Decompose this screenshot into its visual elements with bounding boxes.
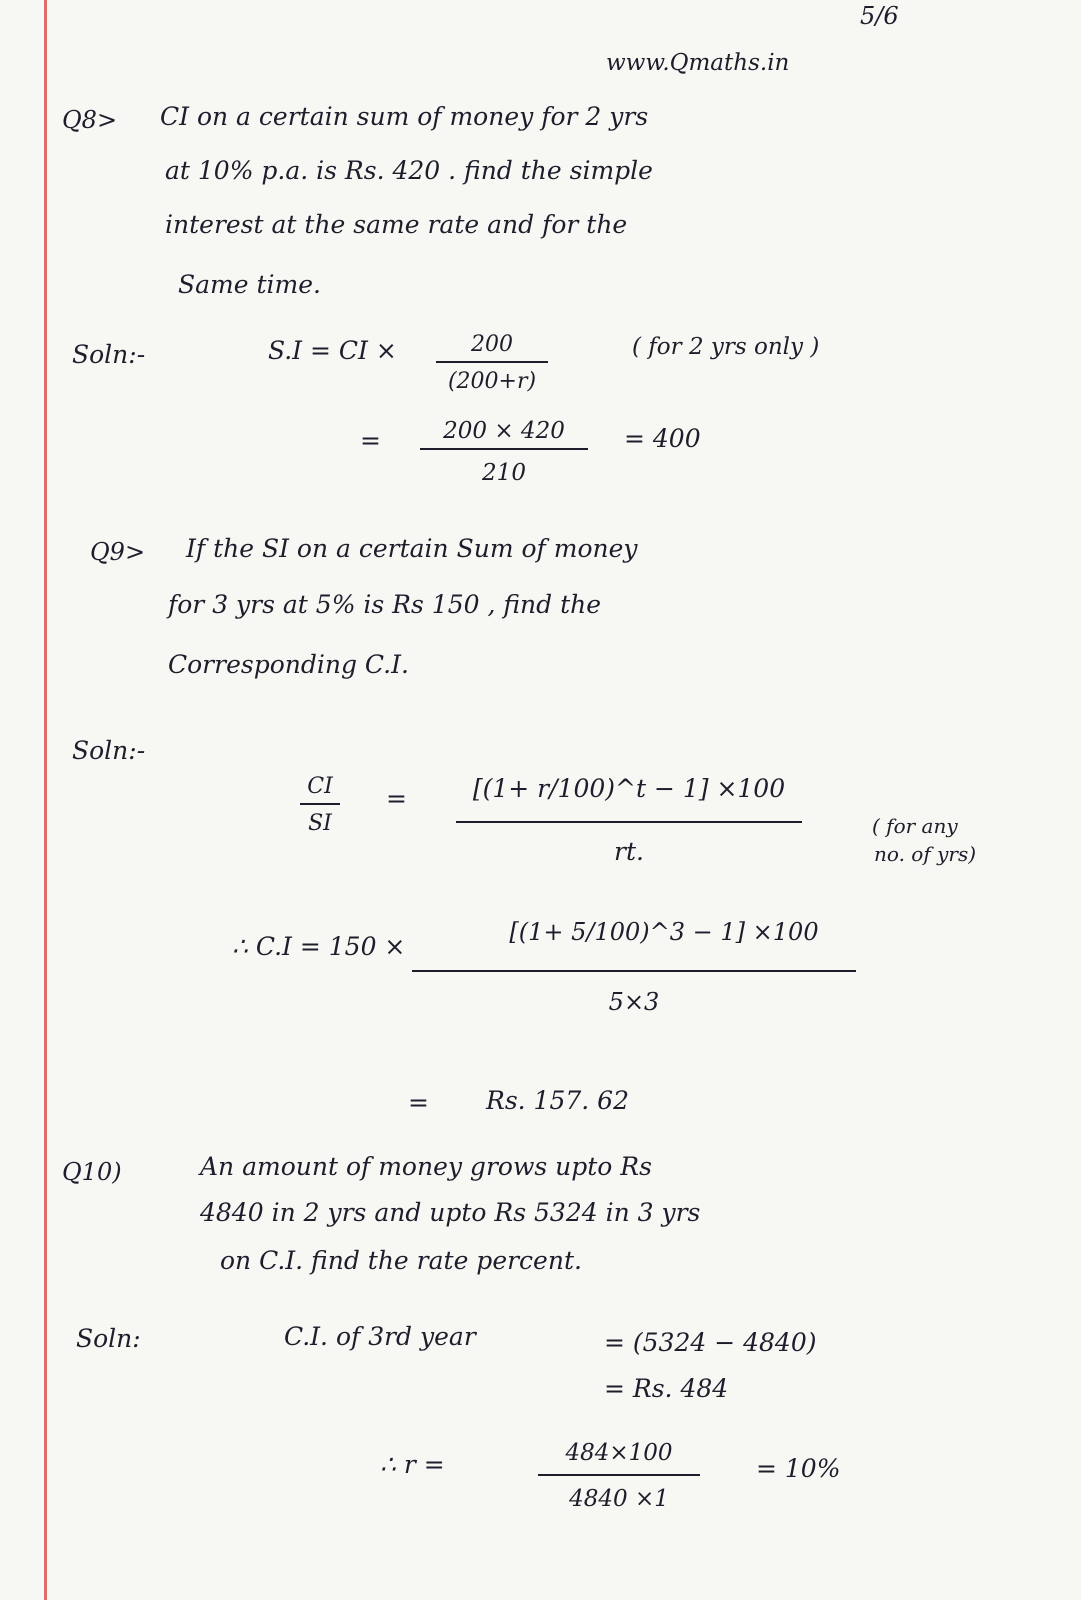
- q10-ci-third-year: C.I. of 3rd year: [284, 1322, 476, 1351]
- question-8-line-3: interest at the same rate and for the: [165, 210, 628, 239]
- q9-ci-denominator: 5×3: [608, 988, 660, 1016]
- question-8-line-4: Same time.: [178, 270, 321, 299]
- q9-formula-note-2: no. of yrs): [874, 842, 977, 866]
- question-8-line-2: at 10% p.a. is Rs. 420 . find the simple: [165, 156, 653, 185]
- q10-rate-lhs: ∴ r =: [380, 1450, 445, 1479]
- question-10-line-1: An amount of money grows upto Rs: [200, 1152, 652, 1181]
- question-9-line-2: for 3 yrs at 5% is Rs 150 , find the: [168, 590, 602, 619]
- q8-result: = 400: [624, 424, 701, 453]
- q9-formula-equals: =: [386, 784, 407, 813]
- q9-result: Rs. 157. 62: [486, 1086, 629, 1115]
- solution-9-label: Soln:-: [72, 736, 146, 765]
- q9-formula-denominator: rt.: [614, 837, 644, 866]
- q10-rate-numerator: 484×100: [565, 1440, 673, 1466]
- q9-si-text: SI: [308, 811, 332, 836]
- q10-difference: = (5324 − 4840): [604, 1328, 817, 1357]
- q9-ci-over-si: [300, 774, 340, 836]
- q8-step-numerator: 200 × 420: [443, 418, 565, 444]
- question-8-label: Q8>: [62, 106, 118, 134]
- solution-10-label: Soln:: [76, 1324, 141, 1353]
- q9-formula-note-1: ( for any: [872, 814, 958, 838]
- site-url: www.Qmaths.in: [606, 50, 790, 76]
- question-10-line-2: 4840 in 2 yrs and upto Rs 5324 in 3 yrs: [200, 1198, 701, 1227]
- q8-formula-denominator: (200+r): [447, 369, 537, 394]
- q9-formula-fraction: [456, 774, 802, 866]
- q8-formula-fraction: [436, 332, 548, 394]
- q8-step-denominator: 210: [482, 460, 526, 486]
- q9-ci-fraction: [412, 918, 856, 1016]
- q9-formula-numerator: [(1+ r/100)^t − 1] ×100: [472, 774, 786, 803]
- q10-ci-value: = Rs. 484: [604, 1374, 729, 1403]
- q8-step-equals: =: [360, 426, 381, 455]
- q10-rate-denominator: 4840 ×1: [569, 1486, 669, 1512]
- q8-formula-note: ( for 2 yrs only ): [632, 334, 820, 360]
- margin-line: [44, 0, 47, 1600]
- q10-rate-fraction: [538, 1440, 700, 1512]
- q9-final-equals: =: [408, 1088, 429, 1117]
- q9-ci-text: CI: [307, 774, 333, 799]
- question-9-label: Q9>: [90, 538, 146, 566]
- question-9-line-1: If the SI on a certain Sum of money: [186, 534, 638, 563]
- q8-formula-numerator: 200: [471, 332, 513, 357]
- q9-ci-numerator: [(1+ 5/100)^3 − 1] ×100: [509, 918, 819, 946]
- question-10-line-3: on C.I. find the rate percent.: [220, 1246, 582, 1275]
- q9-ci-lhs: ∴ C.I = 150 ×: [232, 932, 406, 961]
- page-number: 5/6: [860, 2, 899, 30]
- q8-step-fraction: [420, 418, 588, 486]
- question-10-label: Q10): [62, 1158, 122, 1186]
- question-8-line-1: CI on a certain sum of money for 2 yrs: [160, 102, 649, 131]
- q8-formula-lhs: S.I = CI ×: [268, 336, 397, 365]
- question-9-line-3: Corresponding C.I.: [168, 650, 409, 679]
- solution-8-label: Soln:-: [72, 340, 146, 369]
- q10-rate-result: = 10%: [756, 1454, 841, 1483]
